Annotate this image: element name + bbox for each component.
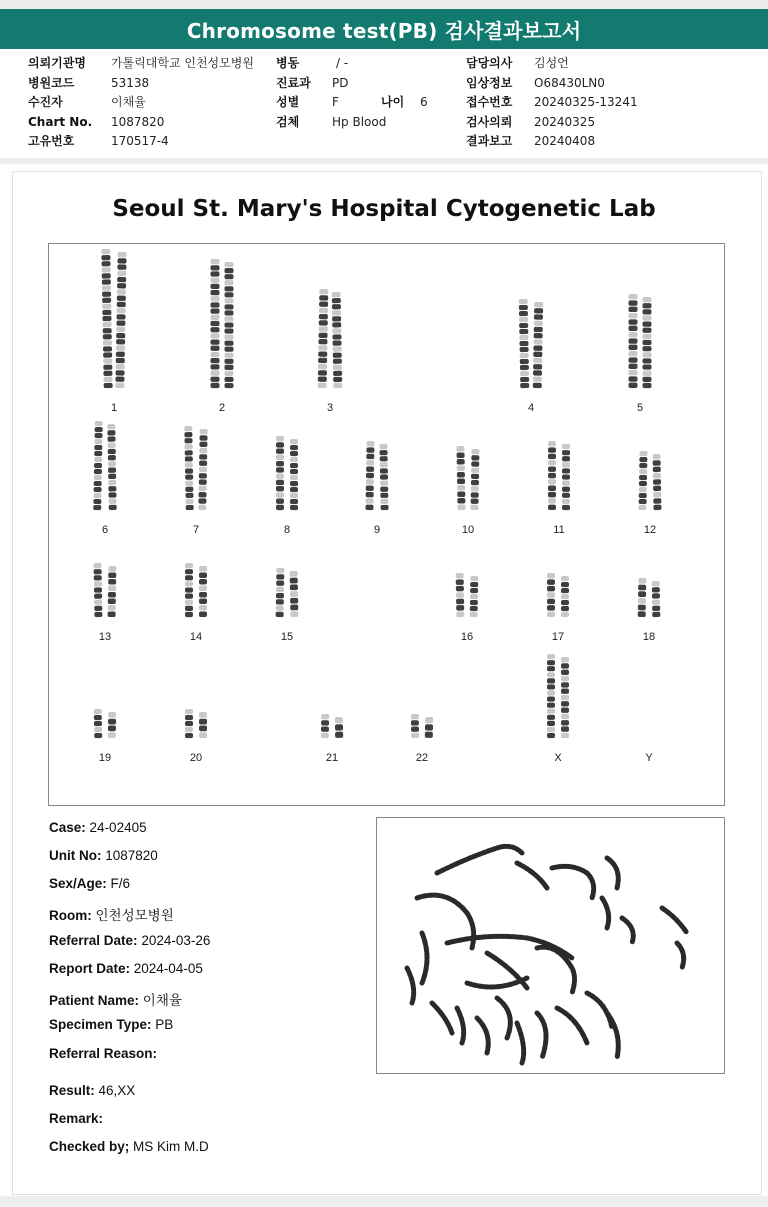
report-date-value: 2024-04-05 — [133, 961, 203, 976]
metaphase-chromosome — [477, 1018, 488, 1053]
value-hospital-code: 53138 — [111, 75, 150, 90]
checked-by-field — [49, 1139, 209, 1154]
chromosome-label-6: 6 — [101, 524, 109, 536]
chromosome-label-5: 5 — [636, 402, 644, 414]
label-patient: 수진자 — [28, 95, 63, 109]
section-divider — [0, 158, 768, 164]
chromosome-pair-12 — [638, 451, 661, 510]
sex-age-key: Sex/Age: — [49, 876, 107, 891]
chromosome-pair-9 — [365, 441, 388, 510]
metaphase-spread-image — [377, 818, 724, 1073]
room-key: Room: — [49, 908, 92, 923]
metaphase-chromosome — [622, 918, 633, 943]
room-value: 인천성모병원 — [95, 908, 174, 923]
case-key: Case: — [49, 820, 86, 835]
metaphase-chromosome — [457, 1008, 464, 1043]
chromosome-label-2: 2 — [218, 402, 226, 414]
metaphase-chromosome — [517, 1023, 524, 1063]
label-age: 나이 — [381, 95, 405, 109]
report-title-bar — [0, 9, 768, 49]
chromosome-label-11: 11 — [553, 524, 565, 536]
metaphase-chromosome — [552, 866, 594, 898]
chromosome-label-22: 22 — [415, 752, 429, 764]
case-value: 24-02405 — [89, 820, 147, 835]
result-value: 46,XX — [98, 1083, 136, 1098]
chromosome-pair-11 — [548, 441, 570, 510]
value-sex: F — [332, 95, 339, 109]
sex-age-value: F/6 — [110, 876, 131, 891]
referral-reason-key: Referral Reason: — [49, 1046, 158, 1061]
chromosome-label-19: 19 — [98, 752, 112, 764]
value-receipt-no: 20240325-13241 — [534, 95, 638, 109]
lab-title: Seoul St. Mary's Hospital Cytogenetic Lab — [112, 196, 656, 222]
value-requesting-institution: 가톨릭대학교 인천성모병원 — [111, 56, 254, 70]
value-unique-no: 170517-4 — [111, 134, 169, 148]
specimen-type-key: Specimen Type: — [49, 1017, 152, 1032]
metaphase-chromosome — [422, 933, 427, 983]
referral-date-field — [49, 933, 210, 948]
value-department: PD — [332, 75, 349, 90]
room-field — [49, 904, 174, 924]
patient-info-col2 — [276, 54, 428, 132]
referral-reason-field — [49, 1046, 157, 1061]
chromosome-label-10: 10 — [461, 524, 475, 536]
value-physician: 김성언 — [534, 56, 569, 70]
chromosome-label-17: 17 — [551, 631, 565, 643]
top-strip — [0, 0, 768, 9]
chromosome-label-16: 16 — [460, 631, 474, 643]
chromosome-pair-5 — [629, 294, 652, 388]
chromosome-pair-20 — [185, 709, 207, 738]
chromosome-pair-8 — [276, 436, 298, 510]
result-field — [49, 1083, 135, 1098]
patient-info-col3 — [466, 54, 638, 152]
chromosome-label-8: 8 — [283, 524, 291, 536]
unit-no-key: Unit No: — [49, 848, 102, 863]
sex-age-field — [49, 876, 130, 891]
value-patient: 이채율 — [111, 95, 146, 109]
metaphase-chromosome — [587, 993, 612, 1028]
chromosome-pair-1 — [101, 249, 126, 388]
remark-key: Remark: — [49, 1111, 104, 1126]
referral-date-value: 2024-03-26 — [141, 933, 211, 948]
checked-by-value: MS Kim M.D — [133, 1139, 209, 1154]
chromosome-label-20: 20 — [189, 752, 203, 764]
label-receipt-no: 접수번호 — [466, 95, 513, 109]
label-physician: 담당의사 — [466, 56, 513, 70]
result-key: Result: — [49, 1083, 95, 1098]
label-clinical-info: 임상정보 — [466, 75, 513, 90]
label-requesting-institution: 의뢰기관명 — [28, 56, 86, 70]
value-specimen: Hp Blood — [332, 114, 387, 129]
chromosome-pair-18 — [638, 578, 661, 617]
chromosome-pair-6 — [93, 421, 117, 510]
metaphase-chromosome — [407, 968, 414, 1003]
metaphase-chromosome — [607, 1013, 618, 1058]
chromosome-label-X: X — [554, 752, 562, 764]
label-result-report: 결과보고 — [466, 134, 513, 148]
patient-name-value: 이채율 — [142, 993, 182, 1008]
metaphase-chromosome — [537, 1013, 546, 1058]
label-department: 진료과 — [276, 75, 311, 90]
chromosome-label-18: 18 — [642, 631, 656, 643]
report-title: Chromosome test(PB) 검사결과보고서 — [186, 18, 582, 43]
metaphase-chromosome — [662, 908, 687, 933]
metaphase-chromosome — [437, 846, 522, 873]
value-result-report: 20240408 — [534, 134, 596, 148]
chromosome-pair-19 — [94, 709, 116, 738]
patient-name-key: Patient Name: — [49, 993, 140, 1008]
chromosome-pair-3 — [318, 289, 343, 388]
specimen-type-field — [49, 1017, 173, 1032]
chromosome-label-14: 14 — [189, 631, 203, 643]
value-chart-no: 1087820 — [111, 114, 165, 129]
chromosome-pair-15 — [276, 568, 299, 617]
chromosome-label-7: 7 — [192, 524, 200, 536]
chromosome-pair-21 — [321, 714, 343, 738]
metaphase-chromosome — [607, 858, 618, 888]
case-field — [49, 820, 147, 835]
metaphase-chromosome — [517, 863, 547, 888]
chromosome-pair-13 — [94, 563, 117, 617]
chromosome-pair-14 — [185, 563, 207, 617]
unit-no-field — [49, 848, 158, 863]
chromosome-pair-7 — [184, 426, 207, 510]
chromosome-label-13: 13 — [98, 631, 112, 643]
chromosome-pair-4 — [519, 299, 544, 388]
patient-name-field — [49, 989, 182, 1009]
report-date-field — [49, 961, 203, 976]
metaphase-chromosome — [557, 1008, 587, 1043]
label-chart-no: Chart No. — [28, 114, 93, 129]
metaphase-panel — [376, 817, 725, 1074]
unit-no-value: 1087820 — [105, 848, 158, 863]
chromosome-label-12: 12 — [643, 524, 657, 536]
value-ward: / - — [336, 56, 349, 70]
label-specimen: 검체 — [276, 114, 300, 129]
referral-date-key: Referral Date: — [49, 933, 138, 948]
metaphase-chromosome — [602, 898, 609, 928]
label-test-request: 검사의뢰 — [466, 114, 513, 129]
chromosome-pair-22 — [411, 714, 433, 738]
chromosome-pair-17 — [547, 573, 569, 617]
chromosome-pair-X — [547, 654, 569, 738]
specimen-type-value: PB — [155, 1017, 174, 1032]
patient-info-col1 — [28, 54, 254, 152]
value-age: 6 — [420, 95, 428, 109]
label-ward: 병동 — [276, 56, 300, 70]
chromosome-label-1: 1 — [110, 402, 118, 414]
chromosome-label-21: 21 — [325, 752, 339, 764]
bottom-strip — [0, 1196, 768, 1207]
value-test-request: 20240325 — [534, 114, 596, 129]
metaphase-chromosome — [432, 1003, 452, 1033]
value-clinical-info: O68430LN0 — [534, 75, 605, 90]
remark-field — [49, 1111, 103, 1126]
label-hospital-code: 병원코드 — [28, 75, 75, 90]
chromosome-label-9: 9 — [373, 524, 381, 536]
chromosome-pair-10 — [456, 446, 479, 510]
chromosome-label-Y: Y — [645, 752, 653, 764]
chromosome-label-3: 3 — [326, 402, 334, 414]
label-sex: 성별 — [276, 95, 300, 109]
chromosome-label-15: 15 — [280, 631, 294, 643]
report-date-key: Report Date: — [49, 961, 131, 976]
chromosome-pair-2 — [211, 259, 234, 388]
label-unique-no: 고유번호 — [28, 134, 75, 148]
metaphase-chromosome — [677, 943, 684, 968]
checked-by-key: Checked by; — [49, 1139, 130, 1154]
chromosome-pair-16 — [456, 573, 479, 617]
chromosome-label-4: 4 — [527, 402, 535, 414]
metaphase-chromosome — [497, 998, 510, 1038]
